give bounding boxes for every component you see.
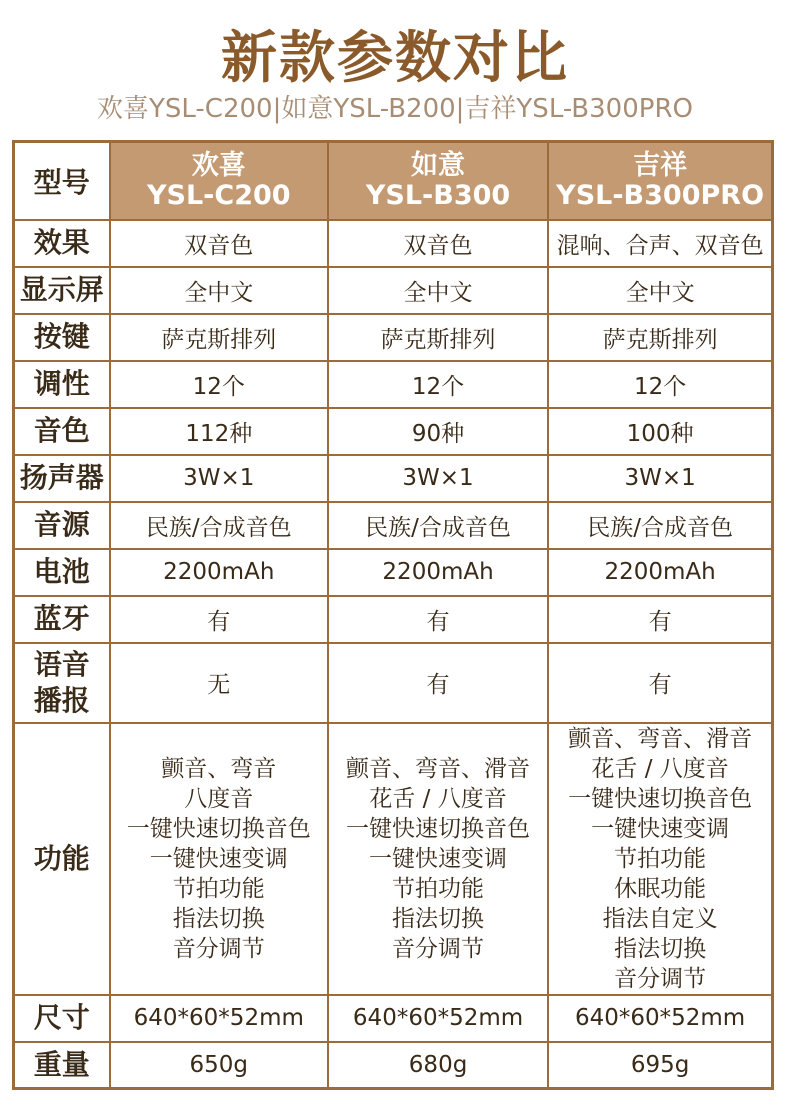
table-cell: 双音色 — [328, 220, 548, 267]
model-header — [548, 142, 772, 220]
page-title: 新款参数对比 — [221, 26, 569, 91]
features-cell — [110, 723, 328, 995]
table-cell: 全中文 — [110, 267, 328, 314]
features-row — [14, 723, 773, 995]
feature-line: 节拍功能 — [392, 875, 485, 902]
table-cell: 2200mAh — [110, 549, 328, 596]
row-label: 电池 — [14, 549, 110, 596]
row-label: 重量 — [14, 1042, 110, 1089]
table-cell: 民族/合成音色 — [110, 502, 328, 549]
features-cell — [548, 723, 772, 995]
feature-line: 节拍功能 — [172, 875, 265, 902]
spec-comparison-table — [12, 140, 774, 1090]
table-cell: 有 — [328, 643, 548, 723]
table-cell: 民族/合成音色 — [328, 502, 548, 549]
feature-line: 指法切换 — [172, 905, 265, 932]
feature-line: 一键快速变调 — [591, 815, 730, 842]
feature-line: 花舌 / 八度音 — [591, 755, 729, 782]
table-row — [14, 596, 773, 643]
feature-line: 颤音、弯音 — [161, 755, 277, 782]
row-label: 音源 — [14, 502, 110, 549]
row-label: 蓝牙 — [14, 596, 110, 643]
table-cell: 640*60*52mm — [548, 995, 772, 1042]
feature-line: 一键快速变调 — [149, 845, 288, 872]
feature-line: 指法自定义 — [602, 905, 718, 932]
row-label: 尺寸 — [14, 995, 110, 1042]
table-cell: 640*60*52mm — [328, 995, 548, 1042]
table-cell: 3W×1 — [110, 455, 328, 502]
table-cell: 全中文 — [328, 267, 548, 314]
feature-line: 花舌 / 八度音 — [369, 785, 507, 812]
corner-label: 型号 — [14, 142, 110, 220]
row-label: 功能 — [14, 723, 110, 995]
feature-line: 音分调节 — [392, 935, 485, 962]
row-label: 调性 — [14, 361, 110, 408]
row-label-line: 播报 — [33, 683, 90, 717]
table-cell: 萨克斯排列 — [548, 314, 772, 361]
feature-line: 休眠功能 — [614, 875, 707, 902]
table-cell: 民族/合成音色 — [548, 502, 772, 549]
model-code: YSL-B300 — [365, 179, 511, 211]
feature-line: 指法切换 — [392, 905, 485, 932]
table-row — [14, 549, 773, 596]
table-cell: 12个 — [110, 361, 328, 408]
table-cell: 112种 — [110, 408, 328, 455]
feature-line: 一键快速切换音色 — [568, 785, 753, 812]
model-name: 如意 — [411, 149, 466, 181]
table-row — [14, 220, 773, 267]
table-cell: 650g — [110, 1042, 328, 1089]
table-row — [14, 267, 773, 314]
table-row — [14, 502, 773, 549]
table-cell: 混响、合声、双音色 — [548, 220, 772, 267]
table-cell: 双音色 — [110, 220, 328, 267]
table-cell: 3W×1 — [328, 455, 548, 502]
feature-line: 八度音 — [184, 785, 254, 812]
row-label: 扬声器 — [14, 455, 110, 502]
row-label: 音色 — [14, 408, 110, 455]
header-row — [14, 142, 773, 220]
feature-line: 一键快速切换音色 — [346, 815, 531, 842]
table-cell: 2200mAh — [548, 549, 772, 596]
table-row — [14, 1042, 773, 1089]
row-label: 按键 — [14, 314, 110, 361]
feature-line: 颤音、弯音、滑音 — [346, 755, 531, 782]
table-cell: 640*60*52mm — [110, 995, 328, 1042]
table-row — [14, 408, 773, 455]
feature-line: 节拍功能 — [614, 845, 707, 872]
table-cell: 100种 — [548, 408, 772, 455]
model-code: YSL-B300PRO — [556, 179, 765, 211]
row-label-line: 语音 — [33, 647, 90, 681]
table-cell: 有 — [548, 643, 772, 723]
model-name: 吉祥 — [633, 149, 688, 181]
table-row — [14, 995, 773, 1042]
model-header — [328, 142, 548, 220]
table-cell: 萨克斯排列 — [110, 314, 328, 361]
row-label: 显示屏 — [14, 267, 110, 314]
feature-line: 颤音、弯音、滑音 — [568, 725, 753, 752]
table-cell: 有 — [548, 596, 772, 643]
table-cell: 有 — [328, 596, 548, 643]
table-cell: 12个 — [328, 361, 548, 408]
table-cell: 3W×1 — [548, 455, 772, 502]
table-row — [14, 643, 773, 723]
table-row — [14, 314, 773, 361]
page-subtitle: 欢喜YSL-C200|如意YSL-B200|吉祥YSL-B300PRO — [97, 94, 693, 124]
table-cell: 有 — [110, 596, 328, 643]
table-cell: 萨克斯排列 — [328, 314, 548, 361]
row-label: 效果 — [14, 220, 110, 267]
features-cell — [328, 723, 548, 995]
feature-line: 音分调节 — [614, 965, 707, 992]
table-row — [14, 361, 773, 408]
row-label — [14, 643, 110, 723]
table-cell: 全中文 — [548, 267, 772, 314]
model-name: 欢喜 — [191, 149, 246, 181]
feature-line: 音分调节 — [172, 935, 265, 962]
table-cell: 90种 — [328, 408, 548, 455]
table-cell: 680g — [328, 1042, 548, 1089]
table-cell: 2200mAh — [328, 549, 548, 596]
table-cell: 12个 — [548, 361, 772, 408]
feature-line: 一键快速切换音色 — [126, 815, 311, 842]
model-header — [110, 142, 328, 220]
feature-line: 一键快速变调 — [369, 845, 508, 872]
table-cell: 无 — [110, 643, 328, 723]
model-code: YSL-C200 — [146, 179, 291, 211]
table-row — [14, 455, 773, 502]
feature-line: 指法切换 — [614, 935, 707, 962]
table-cell: 695g — [548, 1042, 772, 1089]
